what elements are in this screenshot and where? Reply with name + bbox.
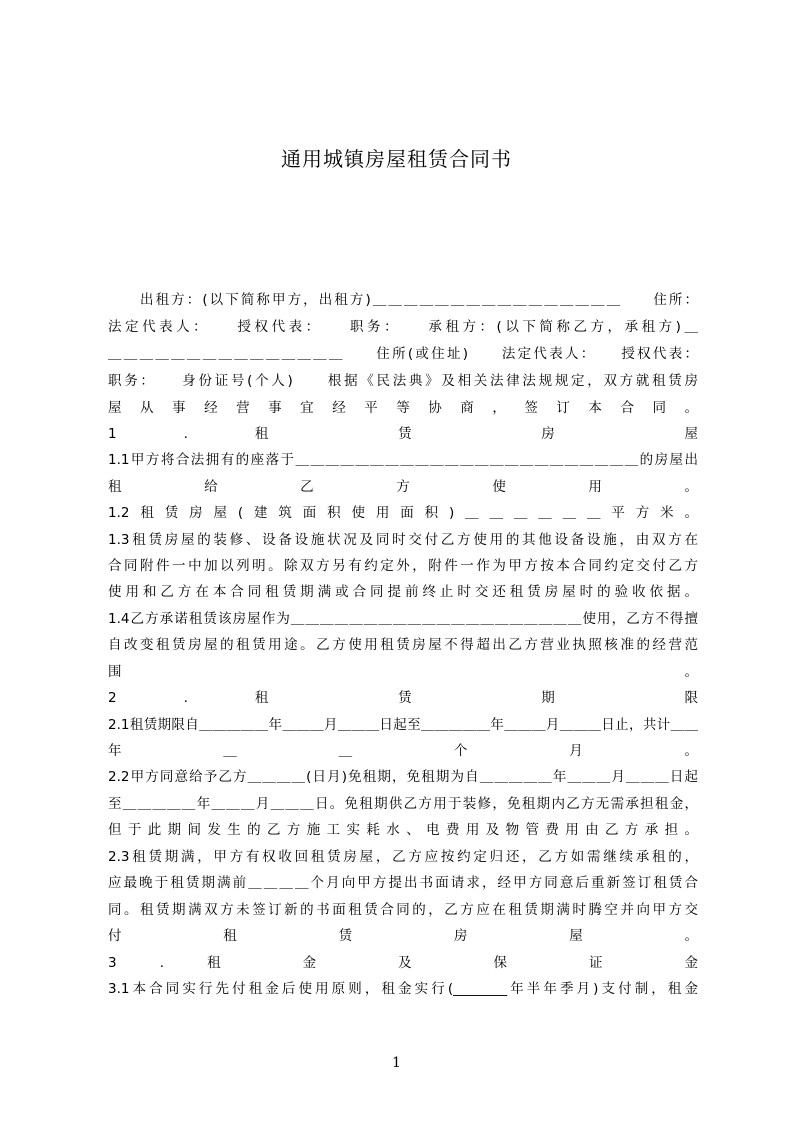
text-line: 自改变租赁房屋的租赁用途。乙方使用租赁房屋不得超出乙方营业执照核准的经营范 [108, 637, 698, 653]
text-line: 屋从事经营事宜经平等协商，签订本合同。 [108, 400, 698, 416]
text-line: 使用和乙方在本合同租赁期满或合同提前终止时交还租赁房屋时的验收依据。 [108, 584, 698, 600]
document-title: 通用城镇房屋租赁合同书 [281, 147, 512, 171]
text-line: 1.3租赁房屋的装修、设备设施状况及同时交付乙方使用的其他设备设施，由双方在 [108, 532, 698, 548]
text-line: 付 租 赁 房 屋 。 [108, 928, 698, 944]
text-line: 法定代表人： 授权代表： 职务： 承租方：(以下简称乙方，承租方)＿ [108, 319, 698, 335]
text-line: 出租方：(以下简称甲方，出租方)＿＿＿＿＿＿＿＿＿＿＿＿＿＿＿＿ 住所： [140, 292, 698, 308]
text-line: 合同附件一中加以列明。除双方另有约定外，附件一作为甲方按本合同约定交付乙方 [108, 558, 698, 574]
page-number: 1 [392, 1055, 401, 1071]
text-line: 3.1本合同实行先付租金后使用原则，租金实行(________年半年季月)支付制，租金 [108, 981, 698, 997]
text-line: 同。租赁期满双方未签订新的书面租赁合同的，乙方应在租赁期满时腾空并向甲方交 [108, 902, 698, 918]
text-line: 年 ＿ ＿ 个 月 。 [108, 743, 698, 759]
text-line: 但于此期间发生的乙方施工实耗水、电费用及物管费用由乙方承担。 [108, 822, 698, 838]
section-heading: 2 . 租 赁 期 限 [108, 690, 698, 706]
text-line: 1.2租赁房屋(建筑面积使用面积)＿＿＿＿＿＿平方米。 [108, 505, 698, 521]
text-line: 应最晚于租赁期满前＿＿＿＿个月向甲方提出书面请求，经甲方同意后重新签订租赁合 [108, 875, 698, 891]
text-line: 租 给 乙 方 使 用 。 [108, 479, 698, 495]
text-line: 围 。 [108, 664, 698, 680]
text-line: 2.3租赁期满，甲方有权收回租赁房屋，乙方应按约定归还，乙方如需继续承租的， [108, 849, 698, 865]
section-heading: 3 . 租 金 及 保 证 金 [108, 955, 698, 971]
text-line: 职务： 身份证号(个人) 根据《民法典》及相关法律法规规定，双方就租赁房 [108, 373, 698, 389]
text-line: 2.2甲方同意给予乙方＿＿＿＿(日月)免租期，免租期为自＿＿＿＿＿年＿＿＿月＿＿＿日起 [108, 769, 698, 785]
text-line: ＿＿＿＿＿＿＿＿＿＿＿＿＿＿＿ 住所(或住址) 法定代表人： 授权代表： [108, 346, 698, 362]
text-line: 2.1租赁期限自＿＿＿＿＿年＿＿＿月＿＿＿日起至＿＿＿＿＿年＿＿＿月＿＿＿日止，共计＿＿ [108, 717, 698, 733]
text-line: 1.1甲方将合法拥有的座落于＿＿＿＿＿＿＿＿＿＿＿＿＿＿＿＿＿＿＿＿＿＿＿的房屋出 [108, 452, 698, 468]
text-line: 1.4乙方承诺租赁该房屋作为＿＿＿＿＿＿＿＿＿＿＿＿＿＿＿＿＿＿＿＿使用，乙方不得擅 [108, 611, 698, 627]
section-heading: 1 . 租 赁 房 屋 [108, 426, 698, 442]
text-line: 至＿＿＿＿＿年＿＿＿月＿＿＿日。免租期供乙方用于装修，免租期内乙方无需承担租金， [108, 796, 698, 812]
